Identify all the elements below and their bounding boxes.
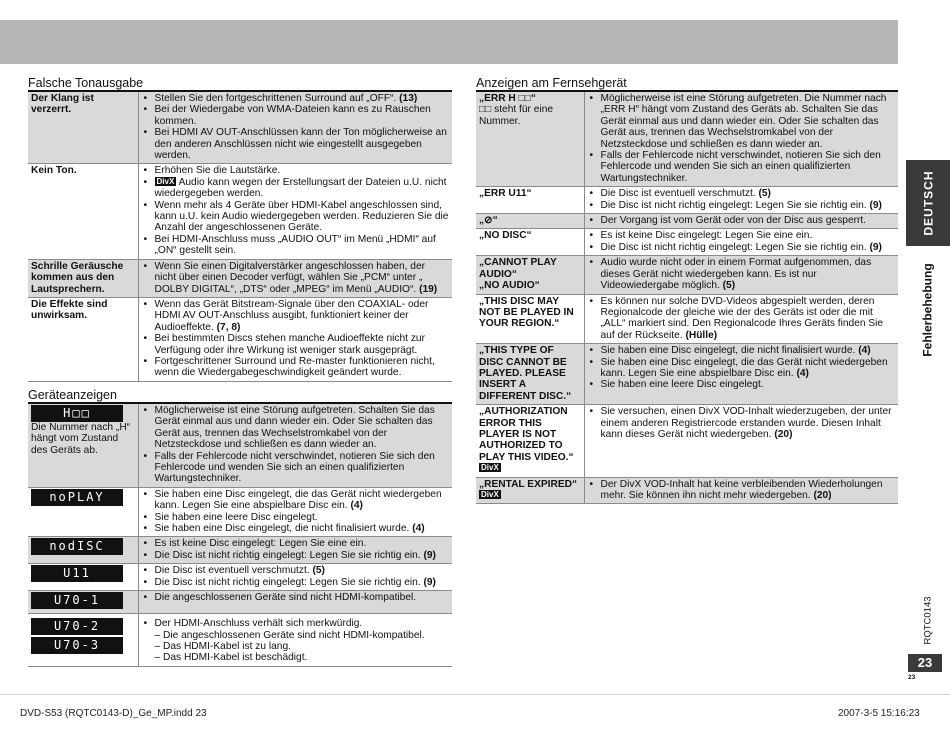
list-item: • Der Vorgang ist vom Gerät oder von der Disc aus gesperrt. [588, 215, 896, 226]
display-cell [28, 591, 138, 614]
table-row [476, 405, 898, 477]
list-item: • Sie haben eine Disc eingelegt, die das Gerät nicht wiedergeben kann. Legen Sie eine abspielbare Disc ein. (4) [588, 357, 896, 380]
list-item: • Es können nur solche DVD-Videos abgespielt werden, deren Regionalcode der gleiche wie der des Geräts ist oder die mit „ALL“ markiert sind. Den Regionalcode Ihres Geräts finden Sie auf der Rückseite. (Hülle) [588, 296, 896, 342]
list-item: • Sie haben eine leere Disc eingelegt. [588, 379, 896, 390]
message-cell: „CANNOT PLAY AUDIO“ „NO AUDIO“ [476, 256, 584, 294]
message-cell: „ERR H □□“ □□ steht für eine Nummer. [476, 92, 584, 187]
divx-logo: DivX [481, 463, 499, 473]
list-item: • Der HDMI-Anschluss verhält sich merkwürdig. [142, 618, 450, 629]
message-cell: „THIS DISC MAY NOT BE PLAYED IN YOUR REGION.“ [476, 294, 584, 344]
list-item: • DivX Audio kann wegen der Erstellungsart der Dateien u.U. nicht wiedergegeben werden. [142, 177, 450, 200]
page-ref: (7, 8) [216, 321, 241, 333]
list-item: • Falls der Fehlercode nicht verschwindet, notieren Sie sich den Fehlercode und wenden Sie sich an einen qualifizierten Wartungstechniker. [142, 451, 450, 485]
list-item: • Falls der Fehlercode nicht verschwindet, notieren Sie sich den Fehlercode und wenden Sie sich an einen qualifizierten Wartungstechniker. [588, 150, 896, 184]
table-row [28, 564, 452, 591]
table-row [28, 591, 452, 614]
page-ref: (4) [412, 523, 425, 535]
solution-cell [584, 92, 898, 187]
table-row [28, 404, 452, 487]
solution-cell [138, 259, 452, 297]
display-cell [28, 487, 138, 537]
list-item: • Stellen Sie den fortgeschrittenen Surround auf „OFF“. (13) [142, 93, 450, 104]
page-number-small: 23 [908, 674, 916, 681]
list-item: • Sie haben eine leere Disc eingelegt. [142, 512, 450, 523]
page-ref: (20) [774, 428, 793, 440]
section-title-tv: Anzeigen am Fernsehgerät [476, 76, 627, 90]
solution-cell [138, 297, 452, 381]
list-item: • Die Disc ist nicht richtig eingelegt: Legen Sie sie richtig ein. (9) [588, 200, 896, 211]
solution-cell [584, 477, 898, 504]
lcd-display: U70-1 [31, 592, 123, 609]
display-note: Die Nummer nach „H“ hängt vom Zustand des Geräts ab. [31, 422, 131, 456]
lcd-display: nodISC [31, 538, 123, 555]
table-row [28, 164, 452, 259]
list-item: • Sie versuchen, einen DivX VOD-Inhalt wiederzugeben, der unter einem anderen Registriercode erstanden wurde. Diesen Inhalt kann dieses Gerät nicht wiedergeben. (20) [588, 406, 896, 440]
solution-cell [584, 294, 898, 344]
list-subitem: – Die angeschlossenen Geräte sind nicht HDMI-kompatibel. [154, 629, 425, 641]
table-row [28, 614, 452, 667]
solution-cell [138, 564, 452, 591]
section-label: Fehlerbehebung [921, 263, 935, 357]
list-item: • Wenn mehr als 4 Geräte über HDMI-Kabel angeschlossen sind, kann u.U. kein Audio wiedergegeben werden. Reduzieren Sie die Anzahl der angeschlossenen Geräte. [142, 200, 450, 234]
lcd-display: U11 [31, 565, 123, 582]
message-cell: „ERR U11“ [476, 187, 584, 214]
document-code: RQTC0143 [922, 595, 934, 645]
problem-cell: Die Effekte sind unwirksam. [28, 297, 138, 381]
list-item: • Erhöhen Sie die Lautstärke. [142, 165, 450, 176]
solution-cell [584, 187, 898, 214]
table-row [476, 92, 898, 187]
solution-cell [138, 404, 452, 487]
list-item: • Die Disc ist nicht richtig eingelegt: Legen Sie sie richtig ein. (9) [142, 550, 450, 561]
solution-cell [138, 537, 452, 564]
page-ref: (9) [869, 241, 882, 253]
list-item: • Sie haben eine Disc eingelegt, die nicht finalisiert wurde. (4) [588, 345, 896, 356]
header-bar [0, 20, 898, 64]
solution-cell [584, 344, 898, 405]
display-cell [28, 404, 138, 487]
problem-cell: Schrille Geräusche kommen aus den Lautsprechern. [28, 259, 138, 297]
problem-cell: Der Klang ist verzerrt. [28, 92, 138, 164]
lcd-display: H□□ [31, 405, 123, 422]
list-subitem: – Das HDMI-Kabel ist zu lang. [154, 640, 291, 652]
geraete-table [28, 404, 452, 667]
footer-date: 2007-3-5 15:16:23 [838, 708, 920, 719]
page-ref: (19) [419, 283, 438, 295]
solution-cell [138, 164, 452, 259]
page-ref: (13) [399, 93, 418, 104]
list-item: • Audio wurde nicht oder in einem Format aufgenommen, das dieses Gerät nicht wiedergeben kann. Es ist nur Videowiedergabe möglich. (5) [588, 257, 896, 291]
list-item: • Bei bestimmten Discs stehen manche Audioeffekte nicht zur Verfügung oder ihre Wirkung ist weniger stark ausgeprägt. [142, 333, 450, 356]
list-item: • Wenn das Gerät Bitstream-Signale über den COAXIAL- oder HDMI AV OUT-Anschluss ausgibt, funktioniert keiner der Audioeffekte. (7, 8) [142, 299, 450, 333]
footer-filename: DVD-S53 (RQTC0143-D)_Ge_MP.indd 23 [20, 708, 207, 719]
page-ref: (20) [813, 490, 832, 501]
list-item: • Wenn Sie einen Digitalverstärker angeschlossen haben, der nicht über einen Decoder verfügt, wählen Sie „PCM“ unter „ DOLBY DIGITAL“, „DTS“ oder „MPEG“ im Menü „AUDIO“. (19) [142, 261, 450, 295]
list-item: • Der DivX VOD-Inhalt hat keine verbleibenden Wiederholungen mehr. Sie können ihn nicht mehr wiedergeben. (20) [588, 479, 896, 502]
solution-cell [584, 405, 898, 477]
tv-table [476, 92, 898, 504]
table-row [476, 294, 898, 344]
page-ref: (4) [350, 500, 363, 512]
lcd-display: noPLAY [31, 489, 123, 506]
list-subitem: – Das HDMI-Kabel ist beschädigt. [154, 652, 308, 664]
page-ref: (5) [758, 188, 771, 200]
table-row [476, 344, 898, 405]
page-ref: (4) [858, 345, 871, 357]
solution-cell [138, 487, 452, 537]
table-row [28, 297, 452, 381]
display-cell [28, 614, 138, 667]
list-item: • Bei der Wiedergabe von WMA-Dateien kann es zu Rauschen kommen. [142, 104, 450, 127]
page-ref: (Hülle) [685, 329, 718, 341]
divx-logo: DivX [156, 176, 175, 186]
list-item: • Die Disc ist eventuell verschmutzt. (5) [142, 565, 450, 576]
sound-table [28, 92, 452, 382]
list-item: • Möglicherweise ist eine Störung aufgetreten. Die Nummer nach „ERR H“ hängt vom Zustand des Geräts ab. Schalten Sie das Gerät einmal aus und dann wieder ein. Oder Sie schalten das Gerät aus, trennen das Wechselstromkabel von der Netzsteckdose und schließen es dann wieder an. [588, 93, 896, 150]
solution-cell [584, 214, 898, 229]
list-item: • Die angeschlossenen Geräte sind nicht HDMI-kompatibel. [142, 592, 450, 603]
table-row [476, 187, 898, 214]
solution-cell [138, 614, 452, 667]
section-title-geraete: Geräteanzeigen [28, 388, 117, 402]
list-item: • Sie haben eine Disc eingelegt, die das Gerät nicht wiedergeben kann. Legen Sie eine abspielbare Disc ein. (4) [142, 489, 450, 512]
section-title-sound: Falsche Tonausgabe [28, 76, 144, 90]
display-cell [28, 537, 138, 564]
table-row [28, 487, 452, 537]
table-row [28, 537, 452, 564]
message-note: □□ steht für eine Nummer. [479, 104, 554, 127]
message-cell: „THIS TYPE OF DISC CANNOT BE PLAYED. PLEASE INSERT A DIFFERENT DISC.“ [476, 344, 584, 405]
message-cell: „⊘“ [476, 214, 584, 229]
solution-cell [138, 591, 452, 614]
table-row [28, 92, 452, 164]
message-cell: „NO DISC“ [476, 229, 584, 256]
table-row [476, 256, 898, 294]
list-item: • Die Disc ist eventuell verschmutzt. (5) [588, 188, 896, 199]
language-tab-label: DEUTSCH [921, 170, 936, 236]
table-row [476, 477, 898, 504]
page-ref: (9) [423, 576, 436, 588]
page-ref: (5) [312, 565, 325, 577]
list-item: • Sie haben eine Disc eingelegt, die nicht finalisiert wurde. (4) [142, 523, 450, 534]
list-item: • Fortgeschrittener Surround und Re-master funktionieren nicht, wenn die Wiedergabegeschwindigkeit geändert wurde. [142, 356, 450, 379]
page-ref: (4) [796, 367, 809, 379]
divx-logo: DivX [481, 490, 499, 499]
display-cell [28, 564, 138, 591]
table-row [476, 229, 898, 256]
page-ref: (9) [869, 199, 882, 211]
message-cell: „AUTHORIZATION ERROR THIS PLAYER IS NOT AUTHORIZED TO PLAY THIS VIDEO.“ DivX [476, 405, 584, 477]
list-item: • Es ist keine Disc eingelegt: Legen Sie eine ein. [588, 230, 896, 241]
message-cell: „RENTAL EXPIRED“ DivX [476, 477, 584, 504]
table-row [28, 259, 452, 297]
list-item: • Die Disc ist nicht richtig eingelegt: Legen Sie sie richtig ein. (9) [142, 577, 450, 588]
table-row [476, 214, 898, 229]
solution-cell [584, 256, 898, 294]
list-item: • Es ist keine Disc eingelegt: Legen Sie eine ein. [142, 538, 450, 549]
problem-cell: Kein Ton. [28, 164, 138, 259]
list-item: • Bei HDMI AV OUT-Anschlüssen kann der Ton möglicherweise an den anderen Anschlüssen nicht wie eingestellt ausgegeben werden. [142, 127, 450, 161]
list-item: • Die Disc ist nicht richtig eingelegt: Legen Sie sie richtig ein. (9) [588, 242, 896, 253]
list-item: • Bei HDMI-Anschluss muss „AUDIO OUT“ im Menü „HDMI“ auf „ON“ gestellt sein. [142, 234, 450, 257]
page-number: 23 [908, 654, 942, 672]
page-ref: (9) [423, 549, 436, 561]
page-ref: (5) [722, 280, 736, 292]
lcd-display: U70-3 [31, 637, 123, 654]
solution-cell [138, 92, 452, 164]
solution-cell [584, 229, 898, 256]
list-item: • Möglicherweise ist eine Störung aufgetreten. Schalten Sie das Gerät einmal aus und dann wieder ein. Oder Sie schalten das Gerät aus, trennen das Wechselstromkabel von der Netzsteckdose und schließen es dann wieder an. [142, 405, 450, 451]
lcd-display: U70-2 [31, 618, 123, 635]
